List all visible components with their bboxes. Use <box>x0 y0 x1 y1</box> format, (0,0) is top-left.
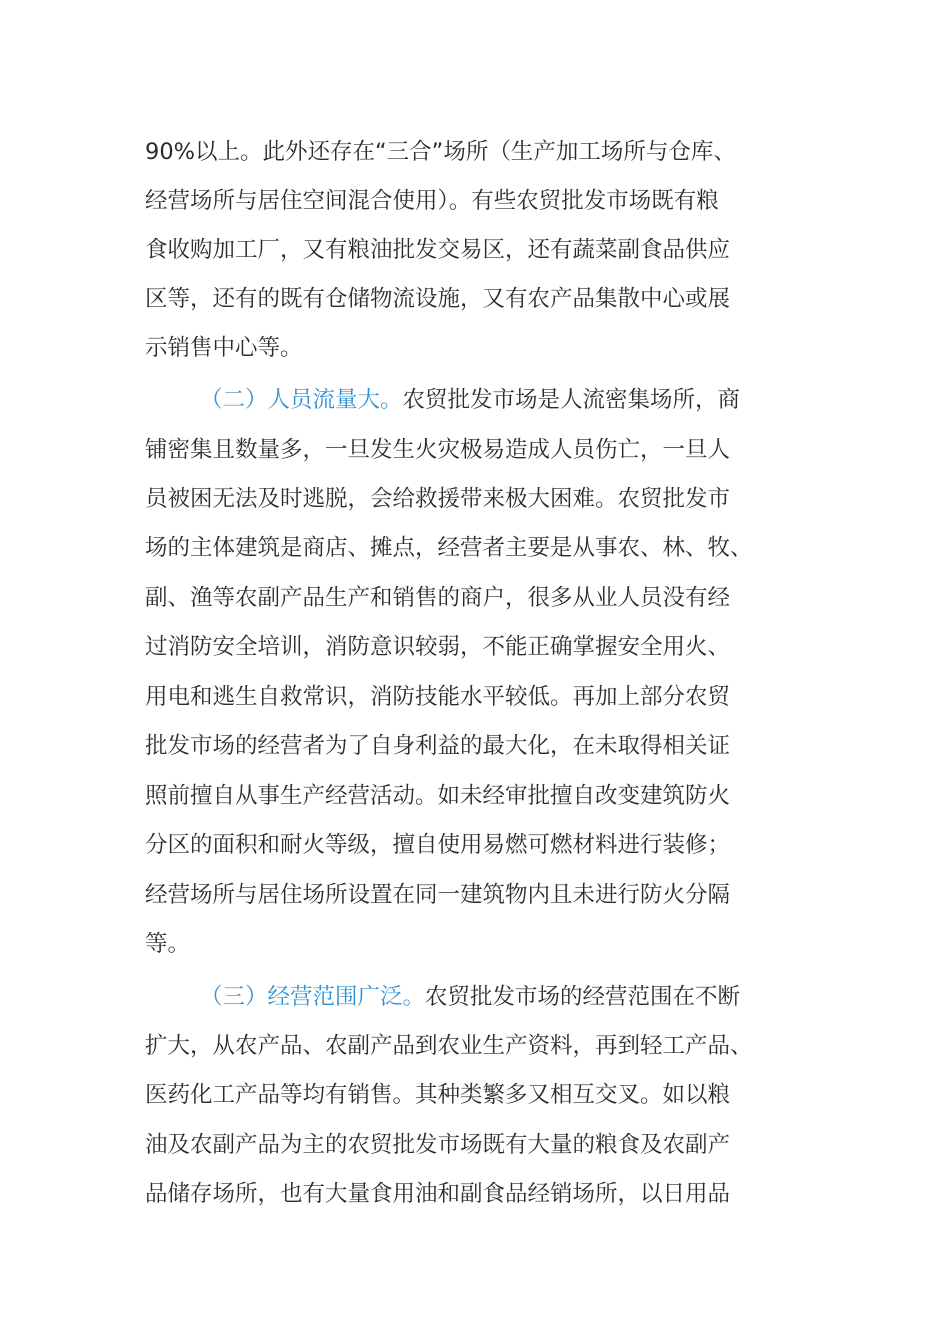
paragraph-line: 分区的面积和耐火等级，擅自使用易燃可燃材料进行装修； <box>145 832 731 858</box>
paragraph-line: 等。 <box>145 931 191 957</box>
paragraph-line: 场的主体建筑是商店、摊点，经营者主要是从事农、林、牧、 <box>145 535 753 561</box>
paragraph-line: 照前擅自从事生产经营活动。如未经审批擅自改变建筑防火 <box>145 783 731 809</box>
section-heading: （二）人员流量大。 <box>200 387 403 413</box>
paragraph-line: 区等，还有的既有仓储物流设施，又有农产品集散中心或展 <box>145 286 731 312</box>
paragraph-line: 副、渔等农副产品生产和销售的商户，很多从业人员没有经 <box>145 585 731 611</box>
section-first-line <box>200 375 825 425</box>
paragraph-line: 铺密集且数量多，一旦发生火灾极易造成人员伤亡，一旦人 <box>145 437 731 463</box>
paragraph-line: 油及农副产品为主的农贸批发市场既有大量的粮食及农副产 <box>145 1132 731 1158</box>
paragraph-line: 医药化工产品等均有销售。其种类繁多又相互交叉。如以粮 <box>145 1082 731 1108</box>
section-first-line <box>200 972 825 1022</box>
section-first-line-text: 农贸批发市场是人流密集场所，商 <box>402 387 741 413</box>
paragraph-line: 批发市场的经营者为了自身利益的最大化，在未取得相关证 <box>145 733 731 759</box>
paragraph-line: 经营场所与居住空间混合使用）。有些农贸批发市场既有粮 <box>145 188 719 214</box>
section-heading: （三）经营范围广泛。 <box>200 984 426 1010</box>
paragraph-line: 示销售中心等。 <box>145 335 303 361</box>
paragraph-line: 90%以上。此外还存在“三合”场所（生产加工场所与仓库、 <box>145 139 736 165</box>
paragraph-line: 食收购加工厂，又有粮油批发交易区，还有蔬菜副食品供应 <box>145 237 731 263</box>
paragraph-line: 员被困无法及时逃脱，会给救援带来极大困难。农贸批发市 <box>145 486 731 512</box>
paragraph-line: 经营场所与居住场所设置在同一建筑物内且未进行防火分隔 <box>145 882 731 908</box>
section-first-line-text: 农贸批发市场的经营范围在不断 <box>425 984 741 1010</box>
paragraph-line: 品储存场所，也有大量食用油和副食品经销场所，以日用品 <box>145 1181 731 1207</box>
paragraph-line: 用电和逃生自救常识，消防技能水平较低。再加上部分农贸 <box>145 684 731 710</box>
paragraph-line: 过消防安全培训，消防意识较弱，不能正确掌握安全用火、 <box>145 634 731 660</box>
paragraph-line: 扩大，从农产品、农副产品到农业生产资料，再到轻工产品、 <box>145 1033 753 1059</box>
